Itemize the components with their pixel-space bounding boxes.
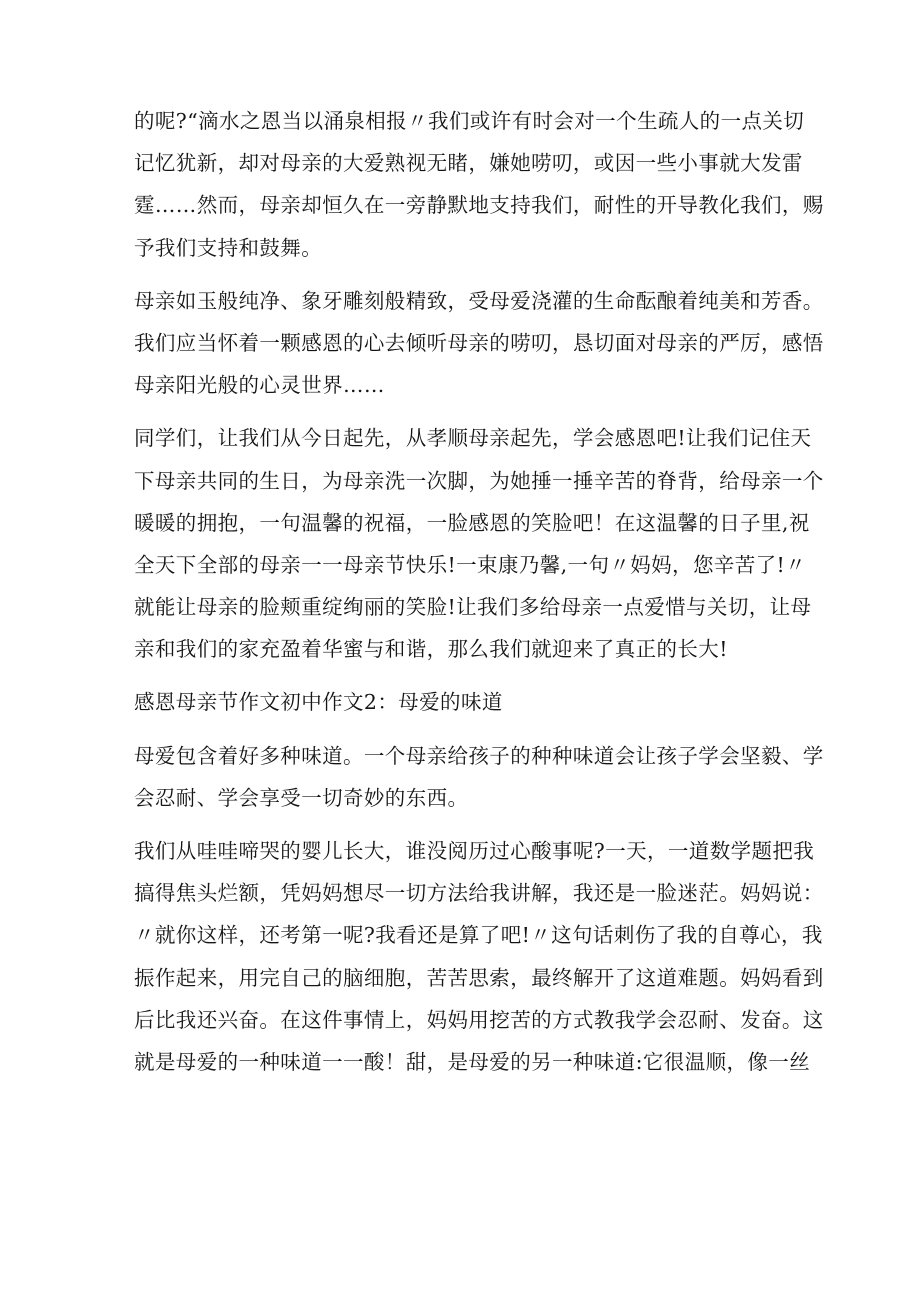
text-line: 母亲如玉般纯净、象牙雕刻般精致，受母爱浇灌的生命酝酿着纯美和芳香。 <box>134 288 824 313</box>
paragraph <box>134 417 824 670</box>
text-line: 后比我还兴奋。在这件事情上，妈妈用挖苦的方式教我学会忍耐、发奋。这 <box>134 1007 824 1032</box>
paragraph <box>134 100 824 269</box>
paragraph-gap <box>134 406 794 417</box>
text-line: 就是母爱的一种味道一一酸！甜，是母爱的另一种味道:它很温顺，像一丝 <box>134 1049 811 1074</box>
text-line: 下母亲共同的生日，为母亲洗一次脚，为她捶一捶辛苦的脊背，给母亲一个 <box>134 468 824 493</box>
essay-body <box>134 100 824 1083</box>
text-line: 振作起来，用完自己的脑细胞，苦苦思索，最终解开了这道难题。妈妈看到 <box>134 965 824 990</box>
paragraph-gap <box>134 724 794 735</box>
text-line: 同学们，让我们从今日起先，从孝顺母亲起先，学会感恩吧!让我们记住天 <box>134 426 812 451</box>
paragraph-gap <box>134 670 794 681</box>
text-line: 母亲阳光般的心灵世界…… <box>134 373 385 398</box>
paragraph-gap <box>134 269 794 280</box>
text-line: 全天下全部的母亲一一母亲节快乐!一束康乃馨,一句〃妈妈，您辛苦了!〃 <box>134 552 807 577</box>
paragraph-gap <box>134 819 794 830</box>
text-line: 会忍耐、学会享受一切奇妙的东西。 <box>134 785 469 810</box>
paragraph <box>134 830 824 1083</box>
paragraph <box>134 280 824 407</box>
text-line: 予我们支持和鼓舞。 <box>134 235 323 260</box>
text-line: 亲和我们的家充盈着华蜜与和谐，那么我们就迎来了真正的长大! <box>134 637 728 662</box>
text-line: 霆……然而，母亲却恒久在一旁静默地支持我们，耐性的开导教化我们，赐 <box>134 193 824 218</box>
section-heading <box>134 681 794 723</box>
text-line: 的呢?“滴水之恩当以涌泉相报〃我们或许有时会对一个生疏人的一点关切 <box>134 109 805 133</box>
text-line: 搞得焦头烂额，凭妈妈想尽一切方法给我讲解，我还是一脸迷茫。妈妈说： <box>134 881 824 906</box>
heading-text: 感恩母亲节作文初中作文2：母爱的味道 <box>134 690 503 715</box>
text-line: 记忆犹新，却对母亲的大爱熟视无睹，嫌她唠叨，或因一些小事就大发雷 <box>134 151 803 176</box>
text-line: 就能让母亲的脸颊重绽绚丽的笑脸!让我们多给母亲一点爱惜与关切，让母 <box>134 595 812 620</box>
text-line: 母爱包含着好多种味道。一个母亲给孩子的种种味道会让孩子学会坚毅、学 <box>134 743 824 768</box>
text-line: 我们从哇哇啼哭的婴儿长大，谁没阅历过心酸事呢?一天，一道数学题把我 <box>134 839 815 863</box>
paragraph <box>134 735 824 819</box>
text-line: 我们应当怀着一颗感恩的心去倾听母亲的唠叨，恳切面对母亲的严厉，感悟 <box>134 330 824 355</box>
text-line: 〃就你这样，还考第一呢?我看还是算了吧!〃这句话刺伤了我的自尊心，我 <box>134 923 823 948</box>
text-line: 暖暖的拥抱，一句温馨的祝福，一脸感恩的笑脸吧！在这温馨的日子里,祝 <box>134 510 810 535</box>
